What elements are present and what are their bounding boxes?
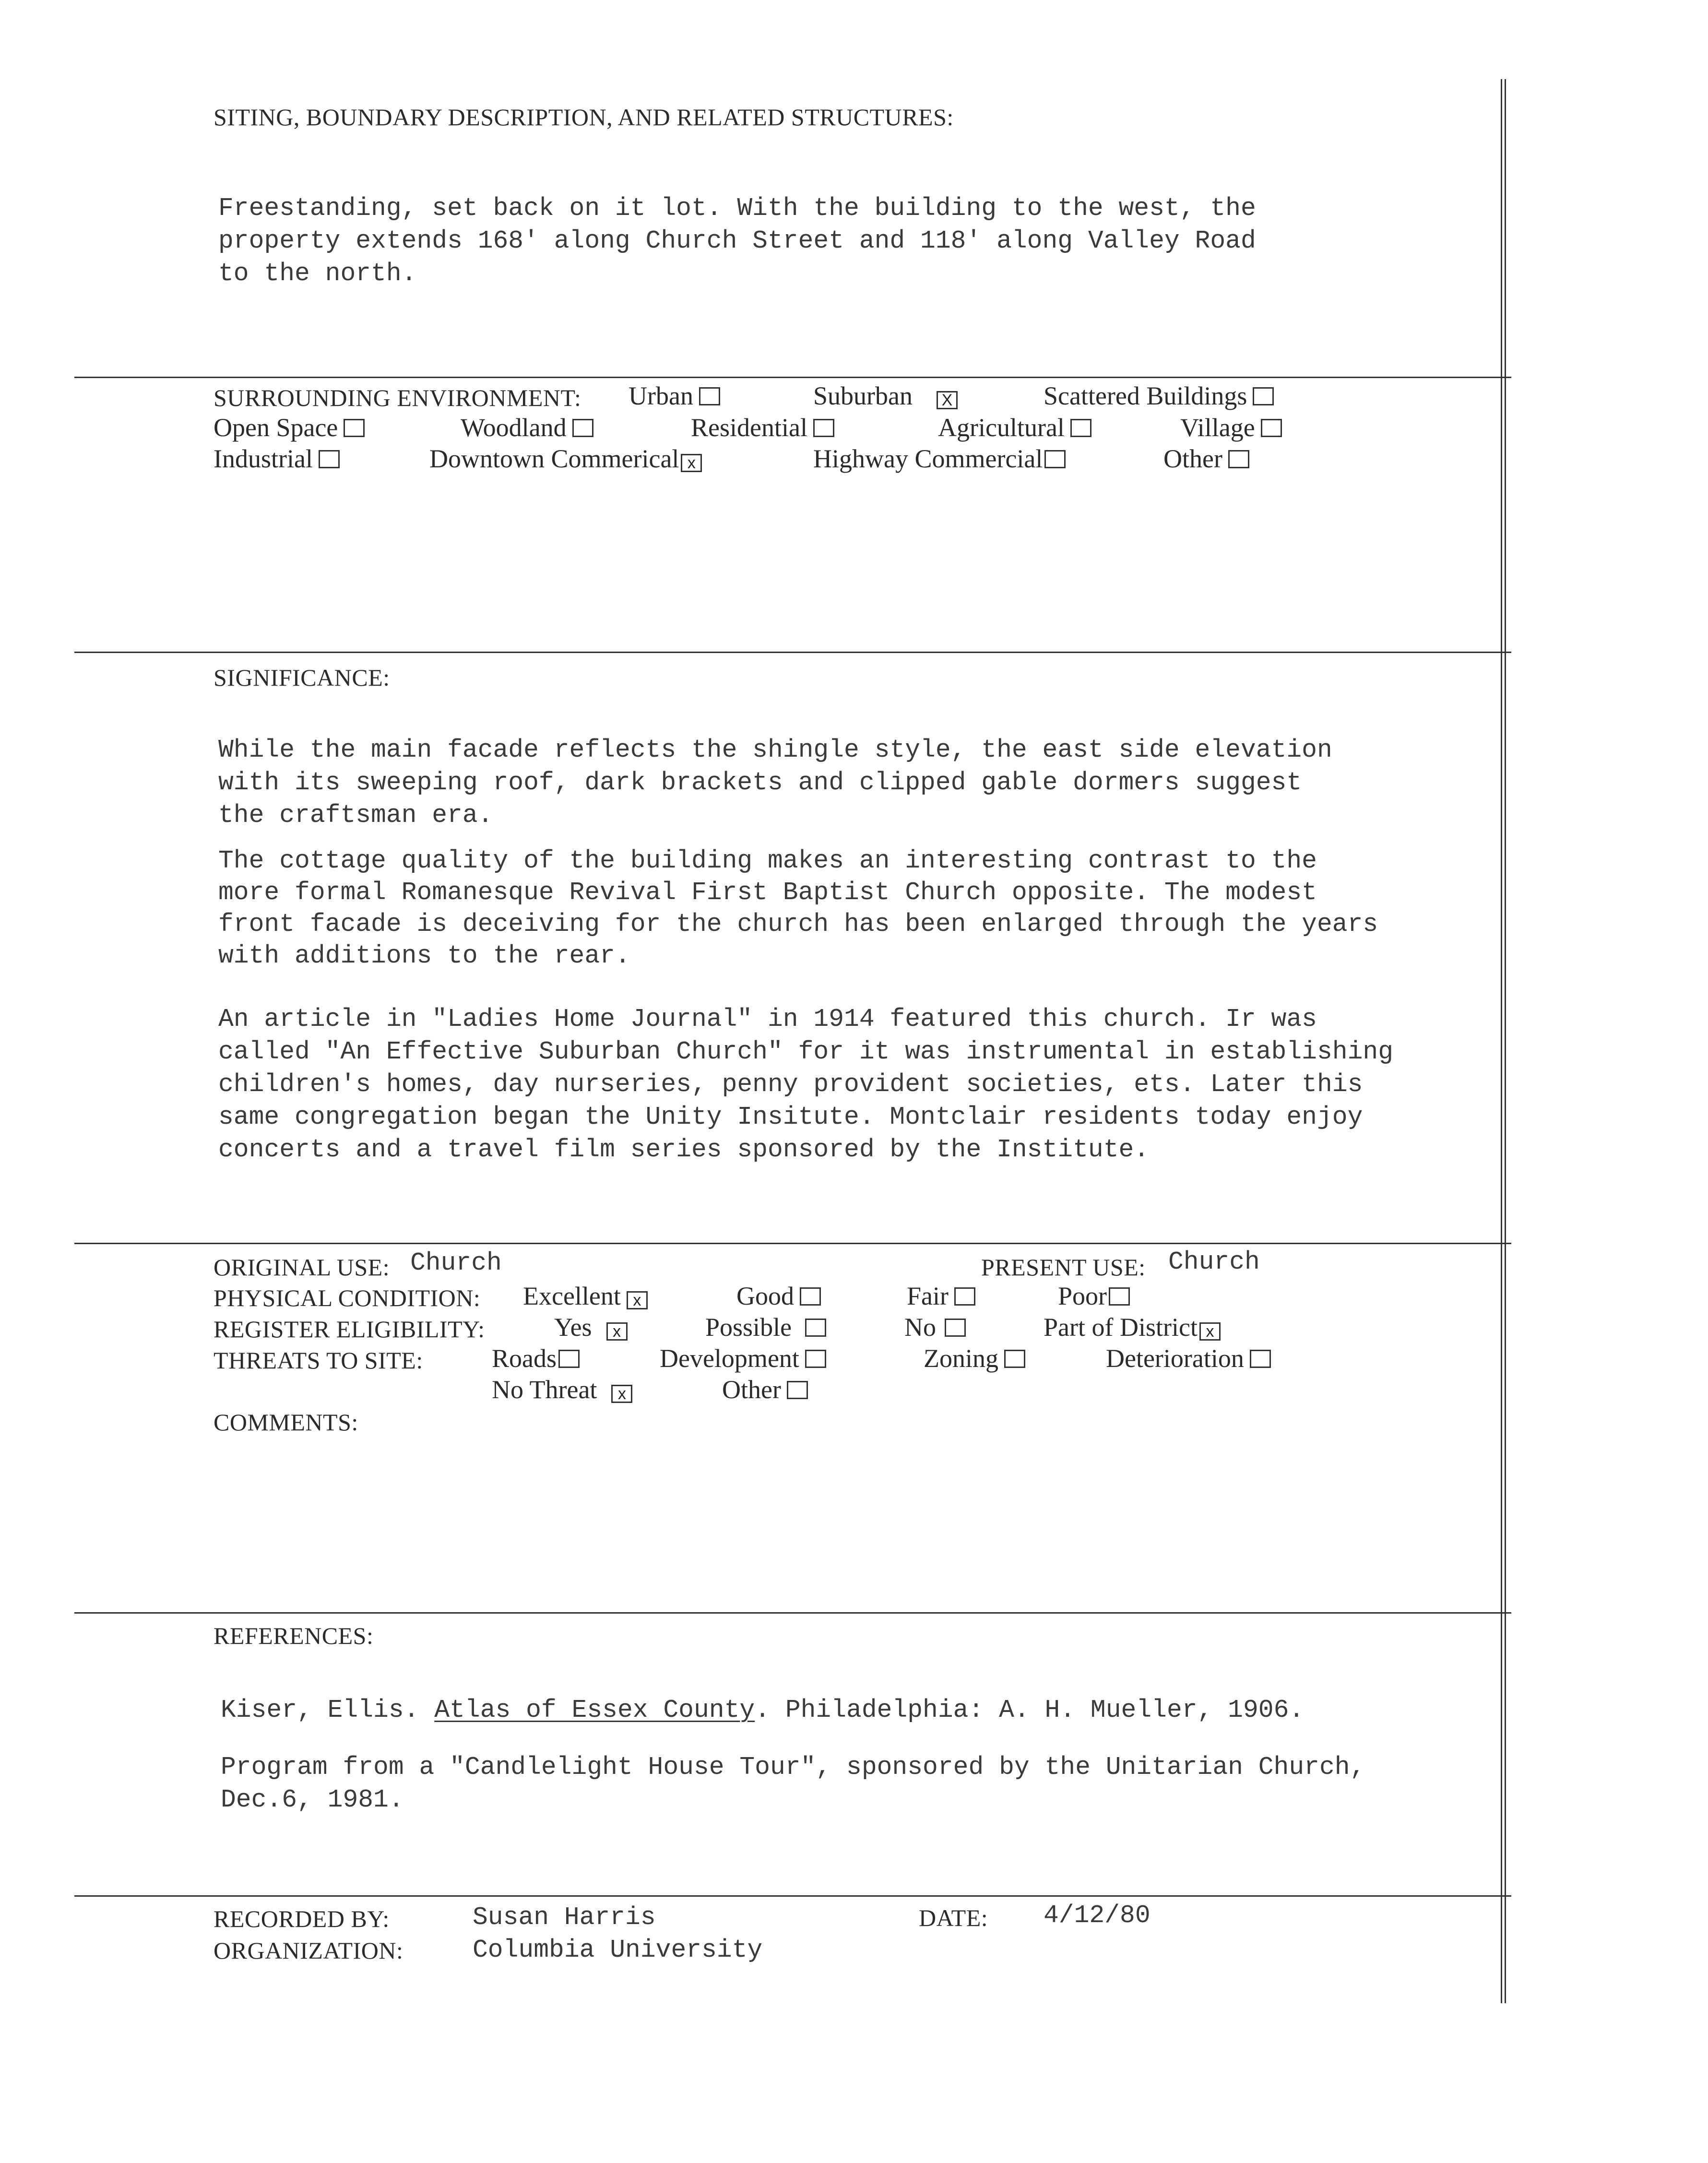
references-heading: REFERENCES: — [214, 1622, 374, 1649]
original-use-value: Church — [410, 1248, 502, 1277]
siting-line-3: to the north. — [218, 259, 417, 288]
elig-no-option: No — [904, 1312, 966, 1342]
threat-deterioration-option: Deterioration — [1106, 1343, 1271, 1373]
threat-roads-option: Roads — [492, 1343, 580, 1373]
significance-p2-line-1: The cottage quality of the building makes an interesting contrast to the — [218, 846, 1317, 875]
significance-p3-line-5: concerts and a travel film series sponsored by the Institute. — [218, 1135, 1150, 1164]
significance-p1-line-3: the craftsman era. — [218, 801, 493, 830]
elig-yes-option: Yes x — [554, 1312, 628, 1342]
significance-p1-line-2: with its sweeping roof, dark brackets and clipped gable dormers suggest — [218, 768, 1302, 797]
original-use-label: ORIGINAL USE: — [214, 1254, 390, 1281]
environment-heading: SURROUNDING ENVIRONMENT: — [214, 384, 581, 411]
reference-1-publisher: . Philadelphia: A. H. Mueller, 1906. — [755, 1696, 1305, 1724]
elig-district-option: Part of District x — [1044, 1312, 1221, 1342]
threat-no-threat-option: No Threat x — [492, 1375, 632, 1404]
env-village-checkbox[interactable] — [1261, 419, 1282, 437]
section-divider — [74, 1243, 1511, 1244]
section-divider — [74, 652, 1511, 653]
elig-possible-option: Possible — [705, 1312, 826, 1342]
date-value: 4/12/80 — [1044, 1901, 1151, 1930]
reference-1-title: Atlas of Essex County — [434, 1696, 755, 1724]
env-downtown-option: Downtown Commerical x — [429, 444, 702, 474]
siting-line-2: property extends 168' along Church Street and 118' along Valley Road — [218, 226, 1256, 255]
reference-1 — [221, 1694, 1304, 1726]
siting-heading: SITING, BOUNDARY DESCRIPTION, AND RELATED STRUCTURES: — [214, 104, 954, 131]
cond-good-checkbox[interactable] — [800, 1287, 821, 1306]
env-suburban-option: Suburban X — [813, 381, 958, 411]
env-industrial-option: Industrial — [214, 444, 340, 474]
threats-heading: THREATS TO SITE: — [214, 1347, 423, 1374]
organization-label: ORGANIZATION: — [214, 1937, 403, 1964]
significance-p2-line-2: more formal Romanesque Revival First Baptist Church opposite. The modest — [218, 878, 1317, 907]
condition-heading: PHYSICAL CONDITION: — [214, 1284, 481, 1311]
env-residential-option: Residential — [691, 413, 834, 442]
present-use-label: PRESENT USE: — [981, 1254, 1146, 1281]
date-label: DATE: — [919, 1904, 988, 1931]
recorded-by-value: Susan Harris — [473, 1903, 656, 1932]
env-other-option: Other — [1163, 444, 1249, 474]
env-scattered-checkbox[interactable] — [1253, 387, 1274, 405]
section-divider — [74, 1895, 1511, 1897]
significance-p3-line-3: children's homes, day nurseries, penny provident societies, ets. Later this — [218, 1070, 1363, 1099]
threat-other-option: Other — [722, 1375, 808, 1404]
elig-no-checkbox[interactable] — [945, 1319, 966, 1337]
comments-heading: COMMENTS: — [214, 1409, 358, 1436]
env-urban-checkbox[interactable] — [699, 387, 720, 405]
elig-yes-checkbox[interactable]: x — [606, 1322, 628, 1341]
env-open-space-checkbox[interactable] — [344, 419, 365, 437]
significance-p3-line-1: An article in "Ladies Home Journal" in 1914 featured this church. Ir was — [218, 1005, 1317, 1034]
threat-zoning-option: Zoning — [924, 1343, 1025, 1373]
present-use-value: Church — [1168, 1248, 1260, 1276]
cond-excellent-checkbox[interactable]: x — [627, 1291, 648, 1309]
siting-line-1: Freestanding, set back on it lot. With the building to the west, the — [218, 194, 1256, 223]
env-agricultural-option: Agricultural — [938, 413, 1091, 442]
elig-district-checkbox[interactable]: x — [1199, 1322, 1221, 1341]
env-residential-checkbox[interactable] — [813, 419, 834, 437]
right-margin-rule-inner — [1505, 79, 1506, 2003]
threat-zoning-checkbox[interactable] — [1004, 1350, 1025, 1368]
cond-poor-checkbox[interactable] — [1109, 1287, 1130, 1306]
env-woodland-option: Woodland — [461, 413, 593, 442]
cond-good-option: Good — [736, 1281, 821, 1311]
cond-fair-option: Fair — [907, 1281, 975, 1311]
env-downtown-checkbox[interactable]: x — [681, 454, 702, 472]
cond-fair-checkbox[interactable] — [954, 1287, 975, 1306]
eligibility-heading: REGISTER ELIGIBILITY: — [214, 1316, 485, 1343]
cond-poor-option: Poor — [1058, 1281, 1130, 1311]
section-divider — [74, 1612, 1511, 1614]
significance-p1-line-1: While the main facade reflects the shingle style, the east side elevation — [218, 736, 1332, 764]
significance-p2-line-3: front facade is deceiving for the church has been enlarged through the years — [218, 910, 1378, 939]
env-other-checkbox[interactable] — [1228, 450, 1249, 468]
reference-2-line-1: Program from a "Candlelight House Tour", sponsored by the Unitarian Church, — [221, 1753, 1365, 1782]
organization-value: Columbia University — [473, 1936, 763, 1964]
significance-p3-line-4: same congregation began the Unity Insitute. Montclair residents today enjoy — [218, 1103, 1363, 1131]
threat-deterioration-checkbox[interactable] — [1250, 1350, 1271, 1368]
env-open-space-option: Open Space — [214, 413, 365, 442]
env-village-option: Village — [1180, 413, 1282, 442]
section-divider — [74, 377, 1511, 378]
threat-no-threat-checkbox[interactable]: x — [611, 1385, 632, 1403]
env-highway-checkbox[interactable] — [1044, 450, 1066, 468]
env-woodland-checkbox[interactable] — [572, 419, 593, 437]
threat-development-option: Development — [660, 1343, 826, 1373]
elig-possible-checkbox[interactable] — [805, 1319, 826, 1337]
recorded-by-label: RECORDED BY: — [214, 1905, 390, 1932]
significance-heading: SIGNIFICANCE: — [214, 664, 390, 691]
significance-p2-line-4: with additions to the rear. — [218, 941, 630, 970]
reference-2-line-2: Dec.6, 1981. — [221, 1785, 404, 1814]
env-scattered-option: Scattered Buildings — [1044, 381, 1274, 411]
threat-development-checkbox[interactable] — [805, 1350, 826, 1368]
right-margin-rule — [1501, 79, 1502, 2003]
cond-excellent-option: Excellent x — [523, 1281, 648, 1311]
threat-roads-checkbox[interactable] — [558, 1350, 580, 1368]
reference-1-author: Kiser, Ellis. — [221, 1696, 419, 1724]
env-agricultural-checkbox[interactable] — [1070, 419, 1091, 437]
env-urban-option: Urban — [629, 381, 720, 411]
significance-p3-line-2: called "An Effective Suburban Church" for it was instrumental in establishing — [218, 1037, 1393, 1066]
env-industrial-checkbox[interactable] — [319, 450, 340, 468]
env-highway-option: Highway Commercial — [813, 444, 1066, 474]
threat-other-checkbox[interactable] — [787, 1381, 808, 1399]
env-suburban-checkbox[interactable]: X — [937, 391, 958, 409]
